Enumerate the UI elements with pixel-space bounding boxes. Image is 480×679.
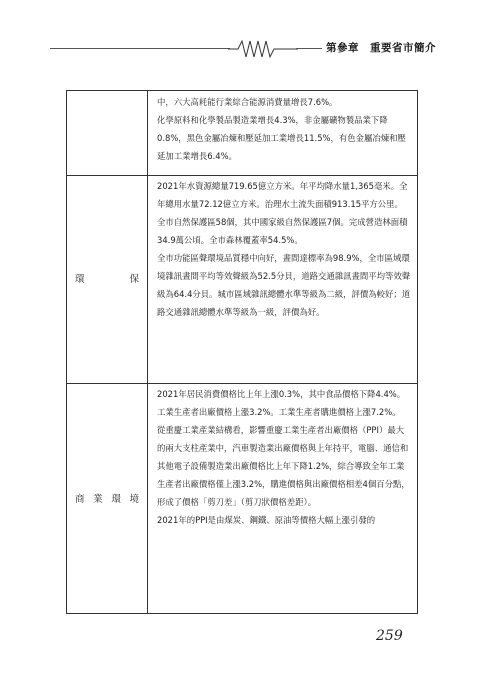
chapter-title: 第參章 重要省市簡介	[326, 42, 436, 54]
paragraph: 2021年水資源總量719.65億立方米。年平均降水量1,365毫米。全年總用水量72.12億立方米。治理水土流失面積913.15平方公里。	[157, 181, 408, 209]
label-business-environment: 商 業 環 境	[75, 494, 139, 505]
row-divider	[67, 383, 417, 384]
paragraph: 2021年居民消費價格比上年上漲0.3%，其中食品價格下降4.4%。工業生產者出廠價格上漲3.2%。工業生產者購進價格上漲7.2%。	[157, 389, 406, 417]
paragraph: 全市自然保護區58個，其中國家級自然保護區7個。完成營造林面積34.9萬公頃。全市森林覆蓋率54.5%。	[157, 217, 408, 245]
header-rule-left	[50, 48, 230, 49]
header-wave-icon	[228, 38, 298, 60]
paragraph: 中，六大高耗能行業綜合能源消費量增長7.6%。	[157, 97, 338, 107]
paragraph: 從重慶工業產業結構看，影響重慶工業生產者出廠價格（PPI）最大的兩大支柱產業中，汽車製造業出廠價格與上年持平，電腦、通信和其他電子設備製造業出廠價格比上年下降1.2%，綜合導致全年工業生產者出廠價格僅上漲3.2%，購進價格與出廠價格相差4個百分點，形成了價格「剪刀差」（剪刀狀價格差距）。	[157, 425, 410, 507]
row-divider	[67, 175, 417, 176]
column-divider	[147, 91, 148, 613]
cell-energy	[157, 93, 412, 165]
cell-business	[157, 385, 412, 529]
label-environment: 環 保	[75, 274, 139, 285]
paragraph: 化學原料和化學製品製造業增長4.3%，非金屬礦物製品業下降0.8%，黑色金屬冶煉和壓延加工業增長11.5%，有色金屬冶煉和壓延加工業增長6.4%。	[157, 115, 406, 161]
cell-environment	[157, 177, 412, 321]
paragraph: 2021年的PPI是由煤炭、鋼鐵、原油等價格大幅上漲引發的	[157, 515, 376, 525]
page-number: 259	[376, 628, 403, 644]
paragraph: 全市功能區聲環境品質穩中向好，晝間達標率為98.9%，全市區域環境雜訊晝間平均等效聲級為52.5分貝，道路交通雜訊晝間平均等效聲級為64.4分貝。城市區域雜訊總體水準等級為二級，評價為較好；道路交通雜訊總體水準等級為一級，評價為好。	[157, 253, 411, 317]
header-rule-right	[296, 48, 322, 49]
info-table	[66, 90, 418, 614]
